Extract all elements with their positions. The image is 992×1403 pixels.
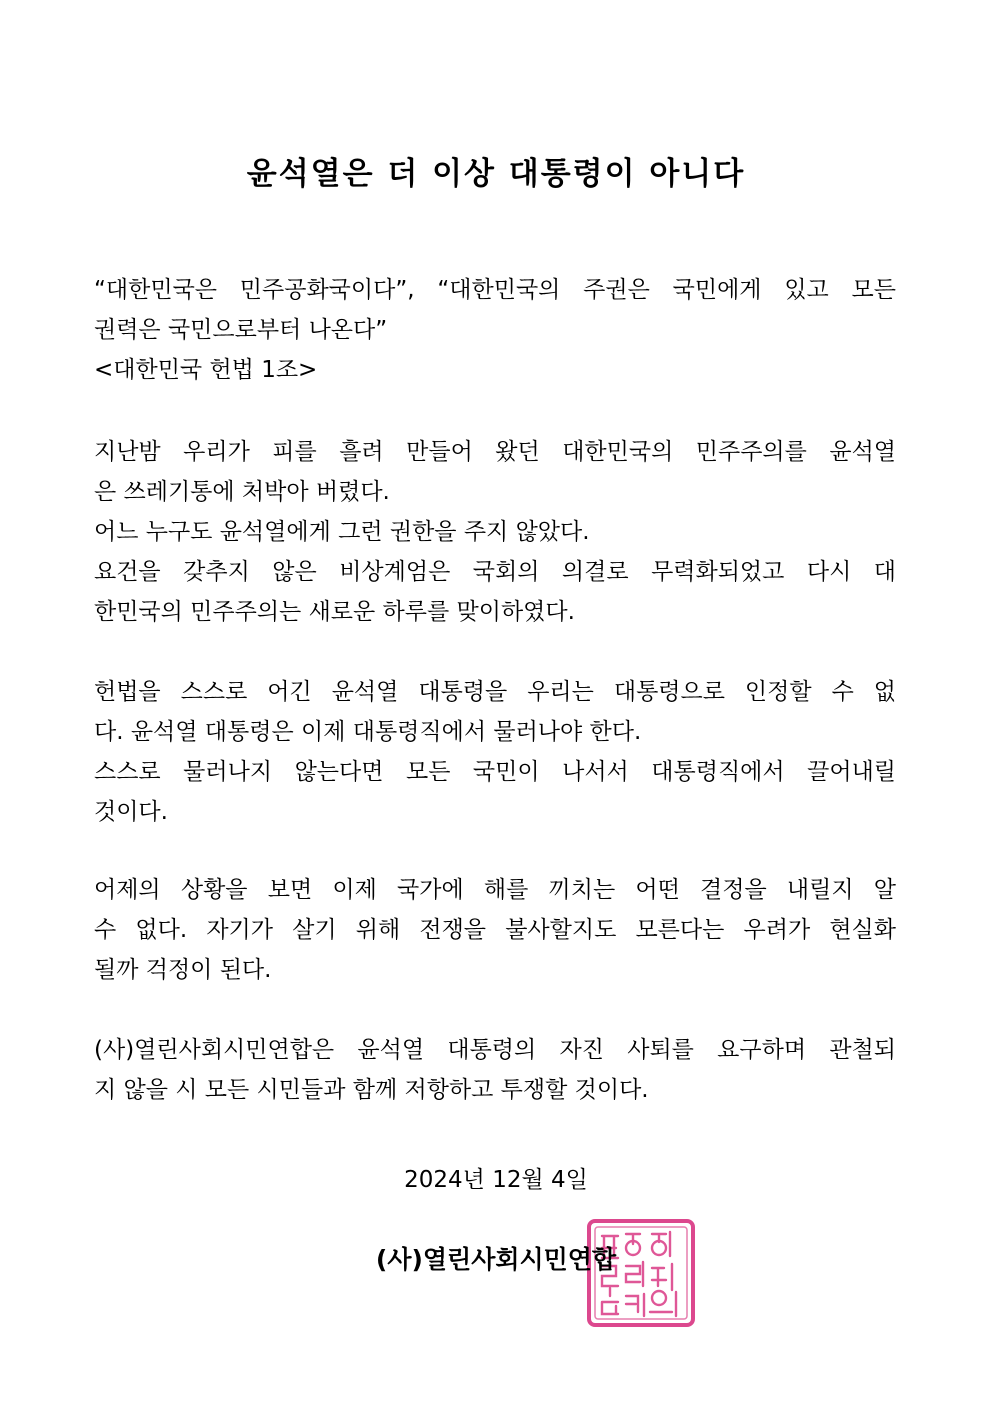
paragraph-line: 권력은 국민으로부터 나온다” <box>94 317 388 343</box>
organization-name: (사)열린사회시민연합 <box>375 1245 617 1274</box>
paragraph-line: 어느 누구도 윤석열에게 그런 권한을 주지 않았다. <box>94 519 590 545</box>
paragraph-line: 스스로 물러나지 않는다면 모든 국민이 나서서 대통령직에서 끌어내릴 <box>94 759 896 785</box>
document-date: 2024년 12월 4일 <box>404 1167 588 1193</box>
paragraph-line: 지난밤 우리가 피를 흘려 만들어 왔던 대한민국의 민주주의를 윤석열 <box>94 439 896 465</box>
paragraph-line: 요건을 갖추지 않은 비상계엄은 국회의 의결로 무력화되었고 다시 대 <box>94 559 896 585</box>
official-seal-icon <box>586 1218 696 1328</box>
paragraph-line: 것이다. <box>94 799 168 825</box>
paragraph-resignation <box>94 672 896 832</box>
paragraph-line: 어제의 상황을 보면 이제 국가에 해를 끼치는 어떤 결정을 내릴지 알 <box>94 877 896 903</box>
paragraph-line: 헌법을 스스로 어긴 윤석열 대통령을 우리는 대통령으로 인정할 수 없 <box>94 679 896 705</box>
paragraph-demand <box>94 1030 896 1110</box>
paragraph-concern <box>94 870 896 990</box>
paragraph-line: 은 쓰레기통에 처박아 버렸다. <box>94 479 390 505</box>
paragraph-line: “대한민국은 민주공화국이다”, “대한민국의 주권은 국민에게 있고 모든 <box>94 277 896 303</box>
paragraph-line: (사)열린사회시민연합은 윤석열 대통령의 자진 사퇴를 요구하며 관철되 <box>94 1037 896 1063</box>
paragraph-line: 다. 윤석열 대통령은 이제 대통령직에서 물러나야 한다. <box>94 719 642 745</box>
paragraph-line: 한민국의 민주주의는 새로운 하루를 맞이하였다. <box>94 599 575 625</box>
paragraph-line: 지 않을 시 모든 시민들과 함께 저항하고 투쟁할 것이다. <box>94 1077 649 1103</box>
document-title: 윤석열은 더 이상 대통령이 아니다 <box>246 156 746 192</box>
paragraph-last-night <box>94 432 896 632</box>
paragraph-line: <대한민국 헌법 1조> <box>94 357 318 383</box>
paragraph-constitution-quote <box>94 270 896 390</box>
paragraph-line: 될까 걱정이 된다. <box>94 957 272 983</box>
paragraph-line: 수 없다. 자기가 살기 위해 전쟁을 불사할지도 모른다는 우려가 현실화 <box>94 917 896 943</box>
